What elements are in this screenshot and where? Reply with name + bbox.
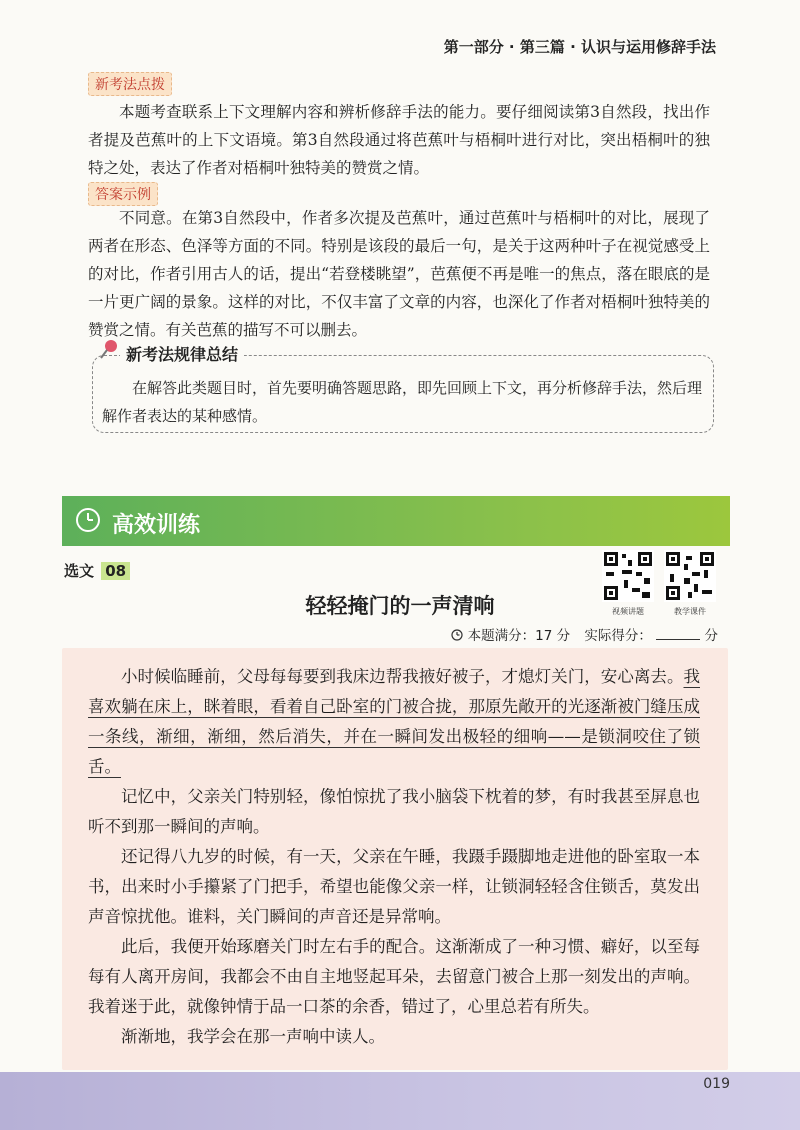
answer-tag-wrap <box>88 182 158 206</box>
p1-plain: 小时候临睡前，父母每每要到我床边帮我掖好被子，才熄灯关门，安心离去。 <box>121 667 684 686</box>
answer-tag: 答案示例 <box>88 182 158 206</box>
p1-underlined: 我喜欢躺在床上，眯着眼，看着自己卧室的门被合拢，那原先敞开的光逐渐被门缝压成一条线，渐细，渐细，然后消失，并在一瞬间发出极轻的细响——是锁洞咬住了锁舌。 <box>88 667 700 776</box>
passage-label-num: 08 <box>101 562 130 580</box>
passage-label-prefix: 选文 <box>64 562 95 580</box>
section-title: 高效训练 <box>112 513 201 538</box>
qr-courseware-label: 教学课件 <box>674 607 706 616</box>
tips-block <box>88 98 710 182</box>
passage-label <box>64 560 130 581</box>
score-full: 本题满分：17 分 <box>467 628 571 644</box>
reading-text <box>88 662 700 1052</box>
answer-block <box>88 204 710 344</box>
tips-tag-wrap <box>88 72 172 96</box>
clock-icon <box>451 629 463 641</box>
running-header: 第一部分 · 第三篇 · 认识与运用修辞手法 <box>443 38 716 56</box>
summary-title: 新考法规律总结 <box>120 342 244 365</box>
passage-title: 轻轻掩门的一声清响 <box>305 594 495 618</box>
page-number: 019 <box>703 1076 730 1092</box>
summary-text: 在解答此类题目时，首先要明确答题思路，即先回顾上下文，再分析修辞手法，然后理解作者表达的某种感情。 <box>102 379 703 425</box>
footer-band <box>0 1072 800 1130</box>
score-line <box>451 624 718 644</box>
pushpin-icon <box>98 338 120 360</box>
score-blank[interactable] <box>656 627 700 640</box>
passage-paragraph-5: 渐渐地，我学会在那一声响中读人。 <box>121 1027 385 1046</box>
qr-video-label: 视频讲题 <box>612 607 644 616</box>
passage-paragraph-3: 还记得八九岁的时候，有一天，父亲在午睡，我蹑手蹑脚地走进他的卧室取一本书，出来时小手攥紧了门把手，希望也能像父亲一样，让锁洞轻轻含住锁舌，莫发出声音惊扰他。谁料，关门瞬间的声音还是异常响。 <box>88 847 700 926</box>
tips-tag: 新考法点拨 <box>88 72 172 96</box>
passage-paragraph-2: 记忆中，父亲关门特别轻，像怕惊扰了我小脑袋下枕着的梦，有时我甚至屏息也听不到那一瞬间的声响。 <box>88 787 700 836</box>
summary-block <box>102 374 702 430</box>
clock-icon <box>74 506 102 534</box>
score-actual-label: 实际得分： <box>584 628 652 644</box>
passage-paragraph-1 <box>88 662 700 782</box>
answer-text: 不同意。在第3自然段中，作者多次提及芭蕉叶，通过芭蕉叶与梧桐叶的对比，展现了两者在形态、色泽等方面的不同。特别是该段的最后一句，是关于这两种叶子在视觉感受上的对比，作者引用古人的话，提出“若登楼眺望”，芭蕉便不再是唯一的焦点，落在眼底的是一片更广阔的景象。这样的对比，不仅丰富了文章的内容，也深化了作者对梧桐叶独特美的赞赏之情。有关芭蕉的描写不可以删去。 <box>88 209 710 339</box>
passage-paragraph-4: 此后，我便开始琢磨关门时左右手的配合。这渐渐成了一种习惯、癖好，以至每每有人离开房间，我都会不由自主地竖起耳朵，去留意门被合上那一刻发出的声响。我着迷于此，就像钟情于品一口茶的余香，错过了，心里总若有所失。 <box>88 937 700 1016</box>
score-unit: 分 <box>704 628 718 644</box>
tips-text: 本题考查联系上下文理解内容和辨析修辞手法的能力。要仔细阅读第3自然段，找出作者提及芭蕉叶的上下文语境。第3自然段通过将芭蕉叶与梧桐叶进行对比，突出梧桐叶的独特之处，表达了作者对梧桐叶独特美的赞赏之情。 <box>88 103 710 177</box>
